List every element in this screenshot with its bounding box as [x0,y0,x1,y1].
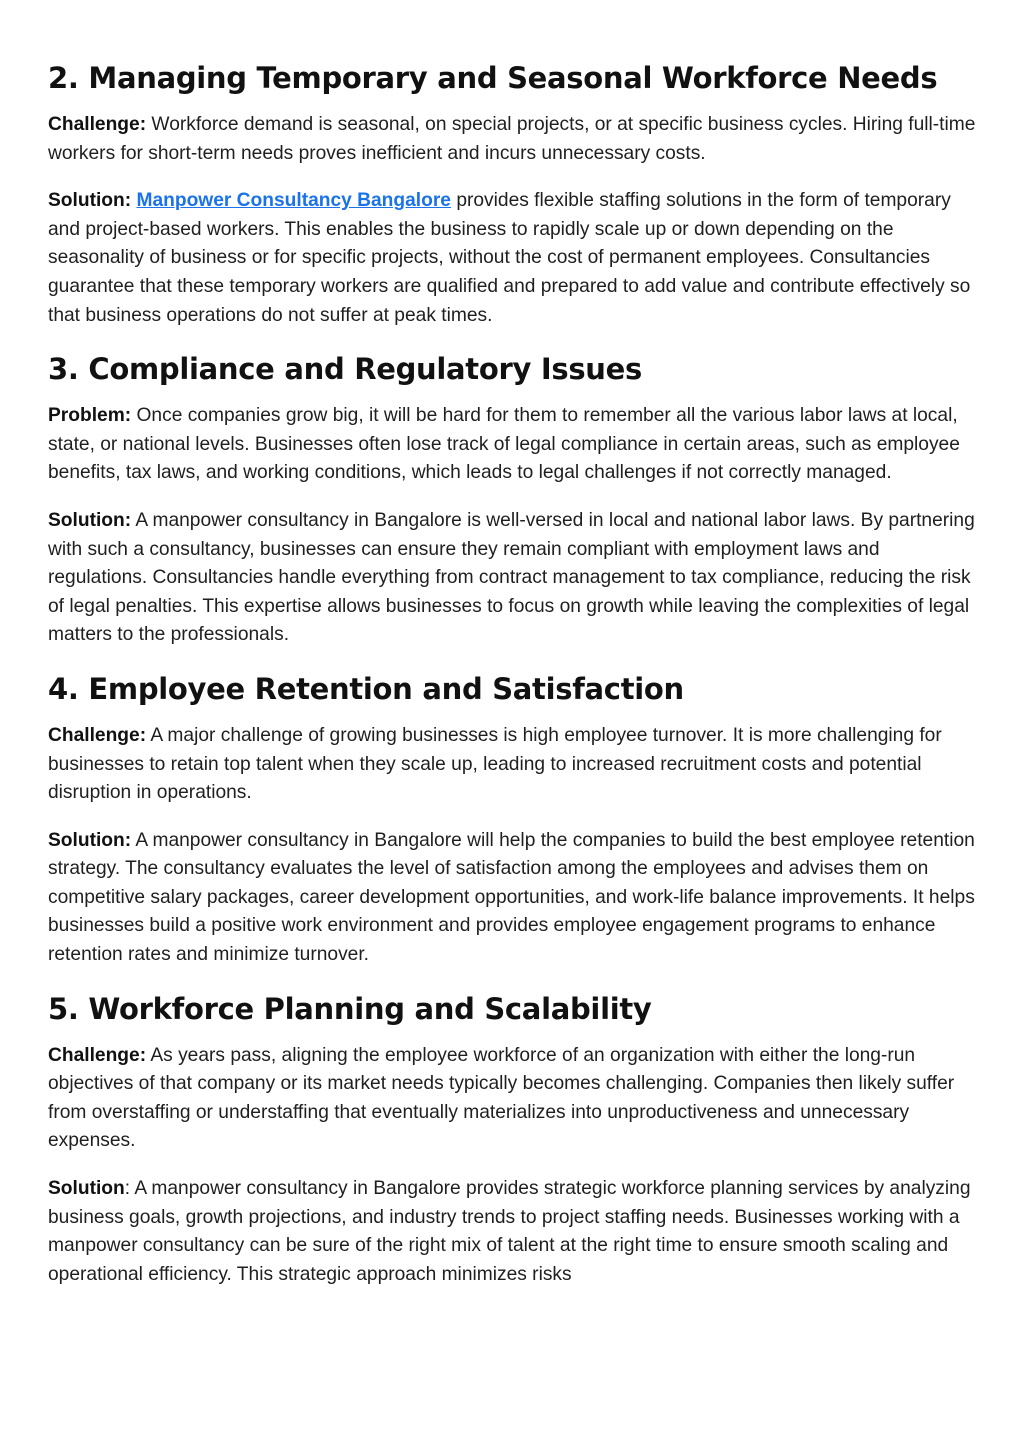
solution-label: Solution: [48,829,132,851]
problem-paragraph [48,402,978,488]
challenge-text: As years pass, aligning the employee workforce of an organization with either the long-run objectives of that company or its market needs typically becomes challenging. Companies then likely suffer from overstaffing or understaffing that eventually materializes into unproductiveness and unnecessary expenses. [48,1044,955,1152]
challenge-paragraph [48,1042,978,1156]
section-heading-retention: 4. Employee Retention and Satisfaction [48,671,684,706]
challenge-paragraph [48,722,978,808]
section-heading-temporary-workforce: 2. Managing Temporary and Seasonal Workforce Needs [48,61,938,95]
challenge-text: Workforce demand is seasonal, on special projects, or at specific business cycles. Hiring full-time workers for short-term needs proves inefficient and incurs unnecessary costs. [48,114,976,164]
solution-label: Solution [48,1178,125,1200]
problem-label: Problem: [48,405,132,427]
solution-label: Solution: [48,190,132,212]
challenge-label: Challenge: [48,1044,147,1066]
solution-paragraph [48,827,978,970]
problem-text: Once companies grow big, it will be hard for them to remember all the various labor laws at local, state, or national levels. Businesses often lose track of legal compliance in certain areas, such as employee benefits, tax laws, and working conditions, which leads to legal challenges if not correctly managed. [48,405,960,484]
challenge-label: Challenge: [48,724,147,746]
section-heading-compliance: 3. Compliance and Regulatory Issues [48,352,642,387]
solution-paragraph [48,187,978,330]
challenge-paragraph [48,111,978,168]
solution-text: A manpower consultancy in Bangalore is well-versed in local and national labor laws. By partnering with such a consultancy, businesses can ensure they remain compliant with employment laws and regulations. Consultancies handle everything from contract management to tax compliance, reducing the risk of legal penalties. This expertise allows businesses to focus on growth while leaving the complexities of legal matters to the professionals. [48,509,975,646]
solution-text: : A manpower consultancy in Bangalore provides strategic workforce planning services by analyzing business goals, growth projections, and industry trends to project staffing needs. Businesses working with a manpower consultancy can be sure of the right mix of talent at the right time to ensure smooth scaling and operational efficiency. This strategic approach minimizes risks [48,1178,971,1285]
section-heading-workforce-planning: 5. Workforce Planning and Scalability [48,991,652,1026]
challenge-text: A major challenge of growing businesses is high employee turnover. It is more challenging for businesses to retain top talent when they scale up, leading to increased recruitment costs and potential disruption in operations. [48,724,942,804]
challenge-label: Challenge: [48,114,147,135]
solution-paragraph [48,1175,978,1289]
manpower-consultancy-bangalore-link[interactable]: Manpower Consultancy Bangalore [136,190,451,212]
solution-text: A manpower consultancy in Bangalore will help the companies to build the best employee retention strategy. The consultancy evaluates the level of satisfaction among the employees and advises them on competitive salary packages, career development opportunities, and work-life balance improvements. It helps businesses build a positive work environment and provides employee engagement programs to enhance retention rates and minimize turnover. [48,829,975,966]
solution-label: Solution: [48,509,132,531]
solution-text: provides flexible staffing solutions in the form of temporary and project-based workers. This enables the business to rapidly scale up or down depending on the seasonality of business or for specific projects, without the cost of permanent employees. Consultancies guarantee that these temporary workers are qualified and prepared to add value and contribute effectively so that business operations do not suffer at peak times. [48,190,971,326]
document-page [48,56,978,1306]
solution-paragraph [48,507,978,650]
